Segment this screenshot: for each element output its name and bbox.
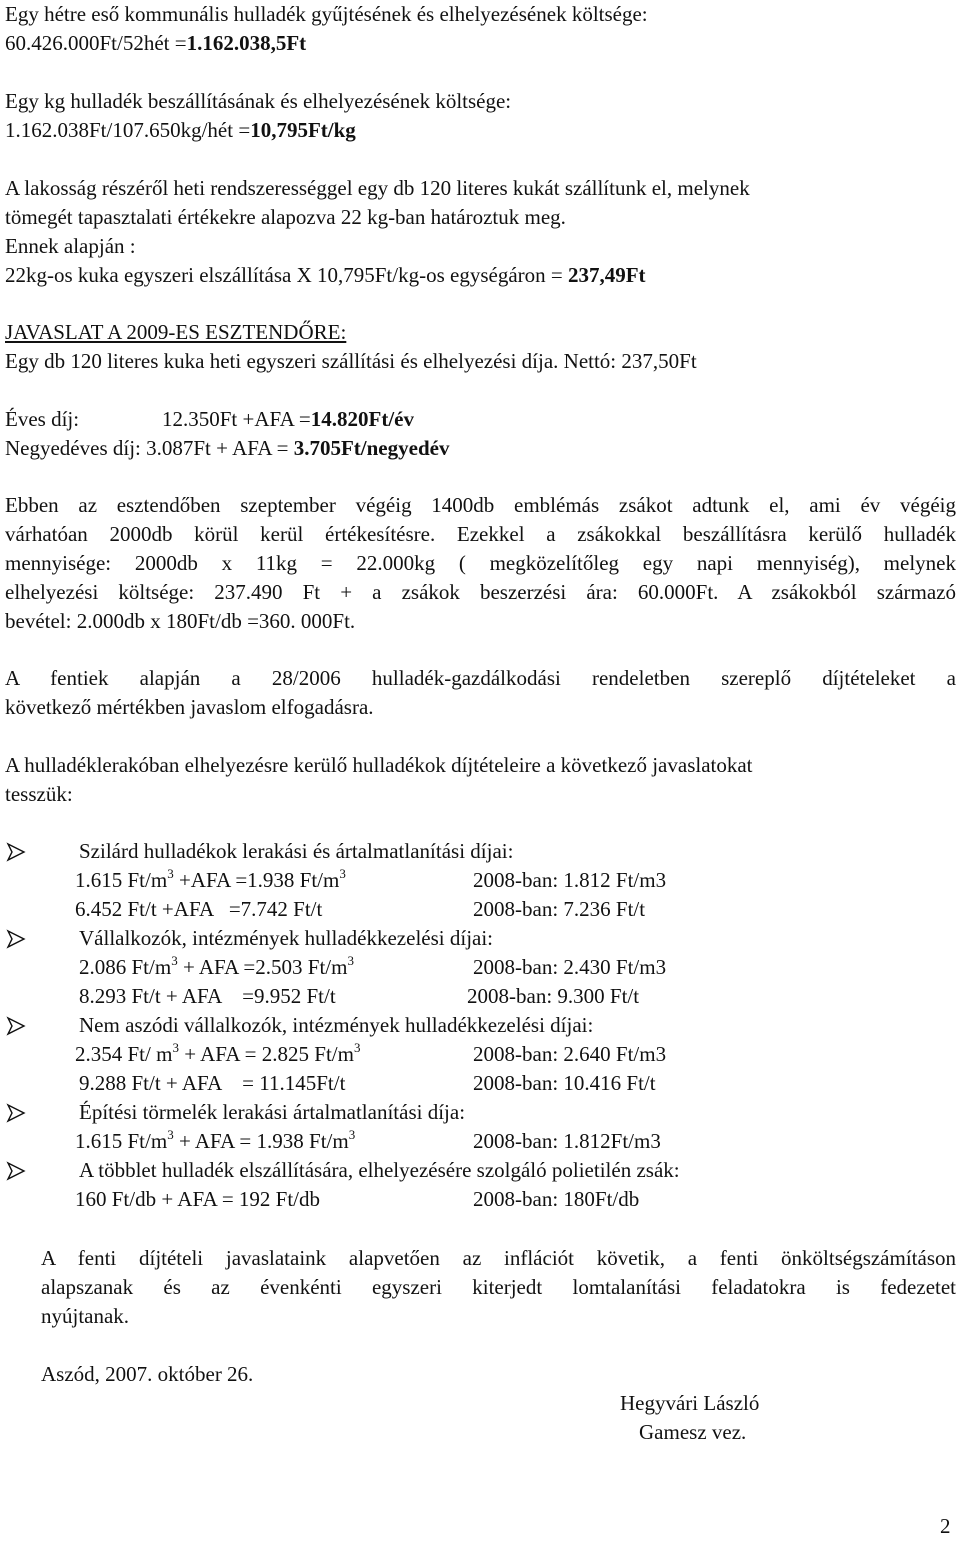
- annual-fee-label: Éves díj:: [5, 407, 80, 431]
- collection-calc: 22kg-os kuka egyszeri elszállítása X 10,795Ft/kg-os egységáron =: [5, 263, 568, 287]
- basis-line-2: következő mértékben javaslom elfogadásra.: [5, 695, 374, 719]
- fee-row-value: 1.615 $Ft/m^3 +AFA =1.938$ $Ft/m^3$: [75, 866, 346, 892]
- document-date: Aszód, 2007. október 26.: [41, 1362, 254, 1386]
- fee-row-value: 9.288 Ft/t + AFA = 11.145Ft/t: [79, 1071, 346, 1095]
- cost-line-1: Egy hétre eső kommunális hulladék gyűjtésének és elhelyezésének költsége:: [5, 2, 648, 26]
- fee-group-title: Nem aszódi vállalkozók, intézmények hulladékkezelési díjai:: [79, 1013, 594, 1037]
- page-number: 2: [940, 1514, 951, 1538]
- bags-line-3: mennyisége: 2000db x 11kg = 22.000kg ( megközelítőleg egy napi mennyiség), melynek: [5, 551, 956, 575]
- fee-row-2008: 2008-ban: 7.236 Ft/t: [473, 897, 646, 921]
- fee-row-value: 160 Ft/db + AFA = 192 Ft/db: [75, 1187, 321, 1211]
- quarterly-fee-line: Negyedéves díj: 3.087Ft + AFA = 3.705Ft/negyedév: [5, 436, 450, 460]
- fee-row-value: 2.354 Ft/ $m^3$ + AFA = 2.825 $Ft/m^3$: [75, 1040, 361, 1066]
- closing-line-2: alapszanak és az évenkénti egyszeri kiterjedt lomtalanítási feladatokra is fedezetet: [41, 1275, 956, 1299]
- collection-line-2: tömegét tapasztalati értékekre alapozva 22 kg-ban határoztuk meg.: [5, 205, 566, 229]
- fee-row-2008: 2008-ban: 180Ft/db: [473, 1187, 640, 1211]
- fee-group-title: Vállalkozók, intézmények hulladékkezelési díjai:: [79, 926, 494, 950]
- collection-total: 237,49Ft: [567, 263, 646, 287]
- fee-row-2008: 2008-ban: 9.300 Ft/t: [467, 984, 640, 1008]
- signature-title: Gamesz vez.: [639, 1420, 747, 1444]
- closing-line-3: nyújtanak.: [41, 1304, 130, 1328]
- cost-weekly-total: 1.162.038,5Ft: [186, 31, 307, 55]
- arrow-bullet-icon: [5, 1102, 27, 1124]
- cost-line-3: Egy kg hulladék beszállításának és elhelyezésének költsége:: [5, 89, 512, 113]
- cost-per-kg-calc: 1.162.038Ft/107.650kg/hét =: [5, 118, 251, 142]
- fee-row-value: 2.086 $Ft/m^3$ + AFA =2.503 $Ft/m^3$: [79, 953, 354, 979]
- arrow-bullet-icon: [5, 1015, 27, 1037]
- fee-row-value: 8.293 Ft/t + AFA =9.952 Ft/t: [79, 984, 336, 1008]
- cost-line-4: [5, 116, 356, 145]
- arrow-bullet-icon: [5, 841, 27, 863]
- cost-per-kg-total: 10,795Ft/kg: [250, 118, 356, 142]
- basis-line-1: A fentiek alapján a 28/2006 hulladék-gazdálkodási rendeletben szereplő díjtételeket a: [5, 666, 956, 690]
- signature-name: Hegyvári László: [620, 1391, 760, 1415]
- quarterly-fee-total: 3.705Ft/negyedév: [293, 436, 450, 460]
- bags-line-5: bevétel: 2.000db x 180Ft/db =360. 000Ft.: [5, 609, 356, 633]
- fee-row-value: 6.452 Ft/t +AFA =7.742 Ft/t: [75, 897, 323, 921]
- landfill-line-1: A hulladéklerakóban elhelyezésre kerülő hulladékok díjtételeire a következő javaslatokat: [5, 753, 753, 777]
- annual-fee-line: [5, 405, 414, 434]
- arrow-bullet-icon: [5, 1160, 27, 1182]
- landfill-line-2: tesszük:: [5, 782, 73, 806]
- cost-line-2: [5, 29, 306, 58]
- fee-group-title: Szilárd hulladékok lerakási és ártalmatlanítási díjai:: [79, 839, 514, 863]
- fee-row-2008: 2008-ban: 2.430 Ft/m3: [473, 955, 667, 979]
- bags-line-4: elhelyezési költsége: 237.490 Ft + a zsákok beszerzési ára: 60.000Ft. A zsákokból származó: [5, 580, 956, 604]
- proposal-heading: JAVASLAT A 2009-ES ESZTENDŐRE:: [5, 320, 347, 344]
- collection-line-3: Ennek alapján :: [5, 234, 136, 258]
- annual-fee-value: 12.350Ft +AFA =14.820Ft/év: [162, 407, 414, 431]
- cost-weekly-calc: 60.426.000Ft/52hét =: [5, 31, 187, 55]
- closing-line-1: A fenti díjtételi javaslataink alapvetően az inflációt követik, a fenti önköltségszámításon: [41, 1246, 956, 1270]
- fee-row-2008: 2008-ban: 2.640 Ft/m3: [473, 1042, 667, 1066]
- proposal-line: Egy db 120 literes kuka heti egyszeri szállítási és elhelyezési díja. Nettó: 237,50Ft: [5, 349, 697, 373]
- bags-line-2: várhatóan 2000db körül kerül értékesítésre. Ezekkel a zsákokkal beszállításra kerülő hulladék: [5, 522, 956, 546]
- fee-row-2008: 2008-ban: 1.812 Ft/m3: [473, 868, 667, 892]
- fee-group-title: A többlet hulladék elszállítására, elhelyezésére szolgáló polietilén zsák:: [79, 1158, 680, 1182]
- fee-row-2008: 2008-ban: 10.416 Ft/t: [473, 1071, 656, 1095]
- bags-line-1: Ebben az esztendőben szeptember végéig 1400db emblémás zsákot adtunk el, ami év végéig: [5, 493, 956, 517]
- collection-line-4: [5, 261, 646, 290]
- fee-row-2008: 2008-ban: 1.812Ft/m3: [473, 1129, 661, 1153]
- collection-line-1: A lakosság részéről heti rendszerességgel egy db 120 literes kukát szállítunk el, melynek: [5, 176, 750, 200]
- fee-row-value: 1.615 $Ft/m^3$ + AFA = 1.938 $Ft/m^3$: [75, 1127, 356, 1153]
- arrow-bullet-icon: [5, 928, 27, 950]
- fee-group-title: Építési törmelék lerakási ártalmatlanítási díja:: [79, 1100, 466, 1124]
